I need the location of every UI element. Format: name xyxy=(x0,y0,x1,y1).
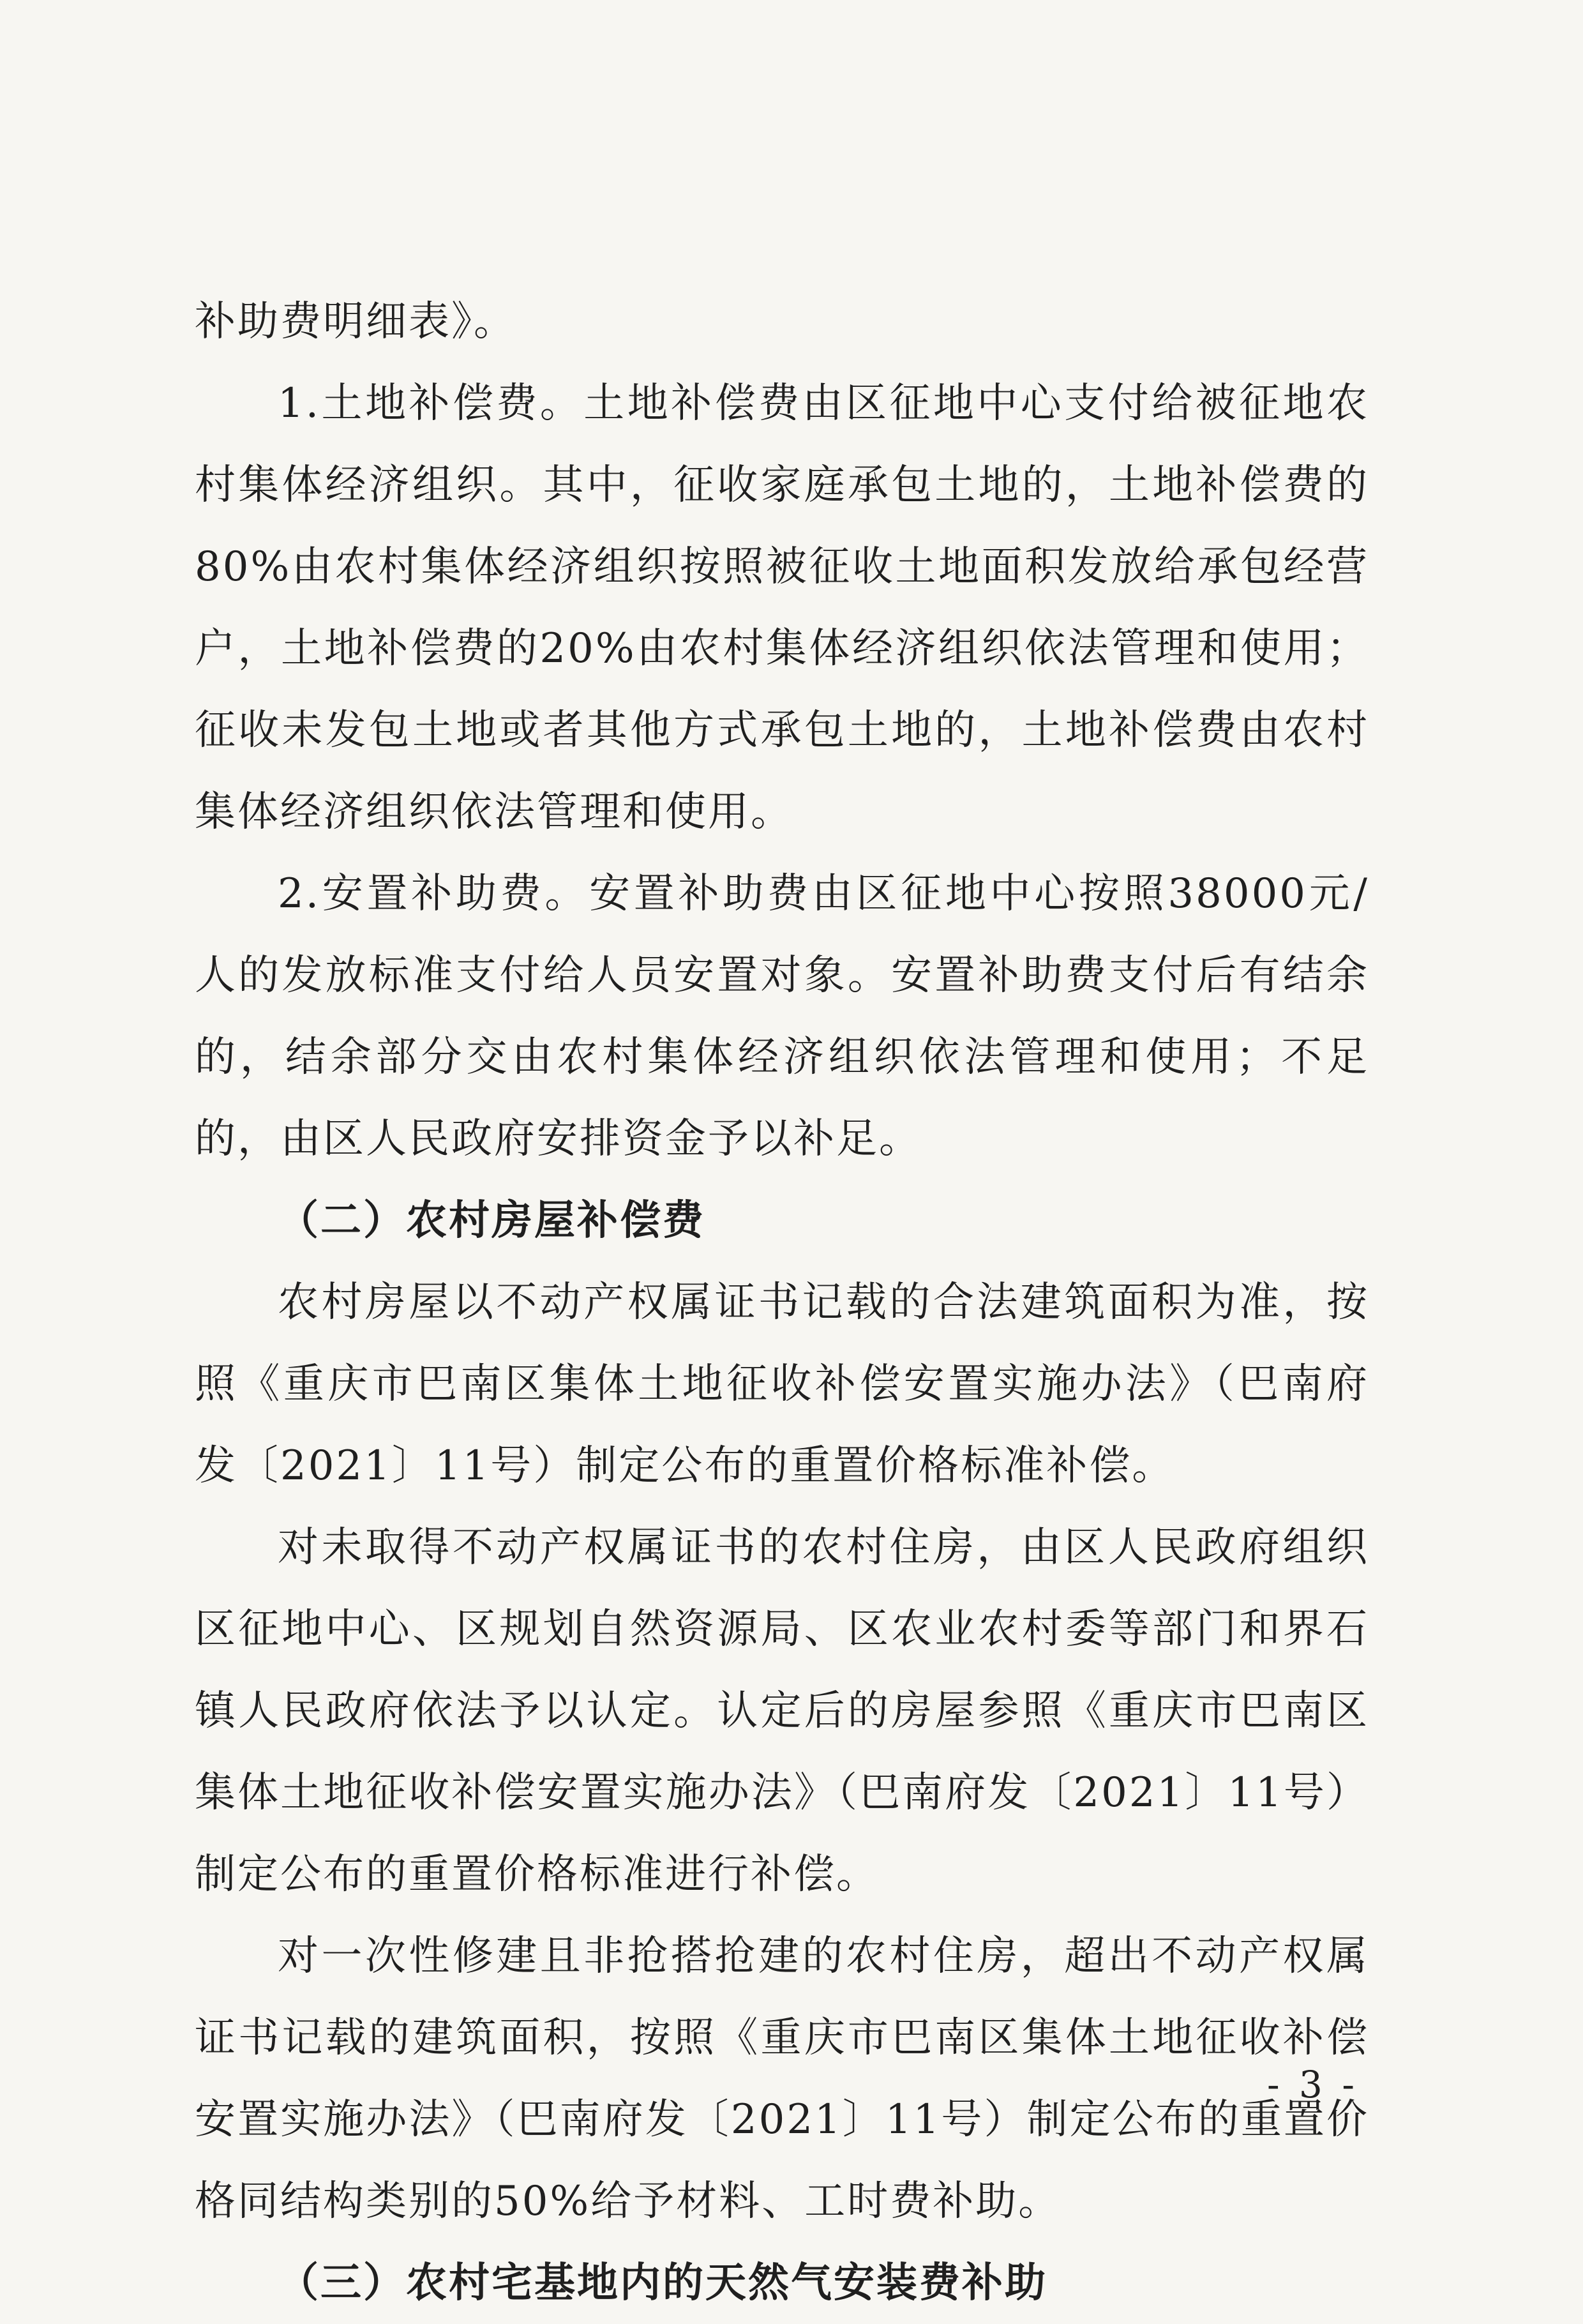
paragraph-excess-area-subsidy: 对一次性修建且非抢搭抢建的农村住房，超出不动产权属证书记载的建筑面积，按照《重庆市巴南区集体土地征收补偿安置实施办法》（巴南府发〔2021〕11号）制定公布的重置价格同结构类别的50%给予材料、工时费补助。 xyxy=(195,1933,1369,2225)
section-heading-house-compensation: （二）农村房屋补偿费 xyxy=(278,1196,705,1244)
paragraph-resettlement-subsidy: 2.安置补助费。安置补助费由区征地中心按照38000元/人的发放标准支付给人员安置对象。安置补助费支付后有结余的，结余部分交由农村集体经济组织依法管理和使用；不足的，由区人民政府安排资金予以补足。 xyxy=(195,870,1369,1163)
paragraph-house-compensation: 农村房屋以不动产权属证书记载的合法建筑面积为准，按照《重庆市巴南区集体土地征收补偿安置实施办法》（巴南府发〔2021〕11号）制定公布的重置价格标准补偿。 xyxy=(195,1279,1369,1490)
paragraph-land-compensation: 1.土地补偿费。土地补偿费由区征地中心支付给被征地农村集体经济组织。其中，征收家庭承包土地的，土地补偿费的80%由农村集体经济组织按照被征收土地面积发放给承包经营户，土地补偿费的20%由农村集体经济组织依法管理和使用；征收未发包土地或者其他方式承包土地的，土地补偿费由农村集体经济组织依法管理和使用。 xyxy=(195,380,1369,836)
page-number: - 3 - xyxy=(1267,2063,1358,2106)
section-heading-gas-installation: （三）农村宅基地内的天然气安装费补助 xyxy=(278,2259,1047,2307)
paragraph-uncertified-housing: 对未取得不动产权属证书的农村住房，由区人民政府组织区征地中心、区规划自然资源局、区农业农村委等部门和界石镇人民政府依法予以认定。认定后的房屋参照《重庆市巴南区集体土地征收补偿安置实施办法》（巴南府发〔2021〕11号）制定公布的重置价格标准进行补偿。 xyxy=(195,1524,1369,1898)
document-body xyxy=(195,281,1369,2324)
paragraph-continuation: 补助费明细表》。 xyxy=(195,298,516,345)
